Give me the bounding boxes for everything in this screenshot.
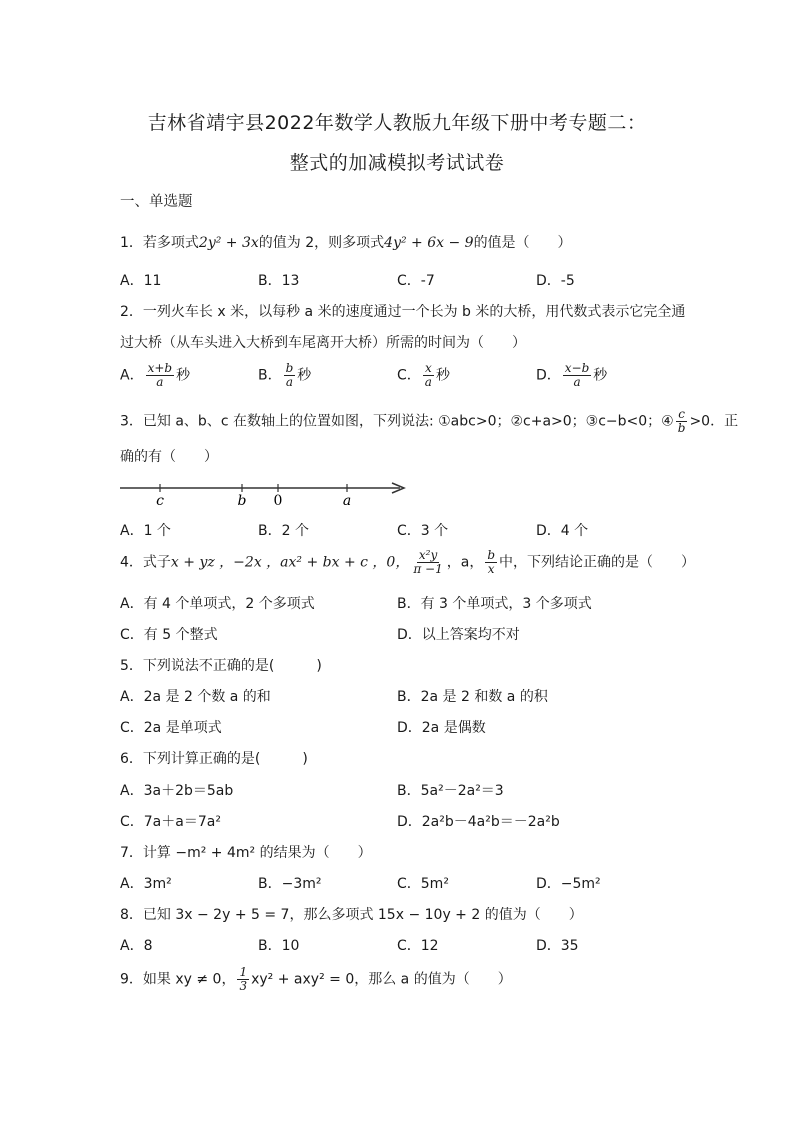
- q4-mid: ，a，: [446, 554, 484, 571]
- q2-c-fraction: $\frac{x}{a}$: [424, 361, 432, 389]
- q3-option-c[interactable]: C．3 个: [397, 523, 449, 539]
- q1-option-a[interactable]: A．11: [120, 273, 162, 289]
- q1-suffix: 的值是（ ）: [473, 235, 572, 251]
- title-line-2: 整式的加减模拟考试试卷: [289, 152, 505, 174]
- q4-items: x + yz ，−2x ，ax² + bx + c ，0，: [170, 554, 410, 571]
- q9-suffix: xy² + axy² = 0，那么 a 的值为（ ）: [251, 971, 512, 988]
- q1-mid: 的值为 2，则多项式: [258, 235, 385, 251]
- number-line: [118, 478, 410, 508]
- q2-d-fraction: $\frac{x-b}{a}$: [564, 361, 590, 389]
- q8-stem: 8．已知 3x − 2y + 5 = 7，那么多项式 15x − 10y + 2 的值为（ ）: [120, 907, 583, 923]
- q2-stem-line2: 过大桥（从车头进入大桥到车尾离开大桥）所需的时间为（ ）: [120, 335, 526, 351]
- q2-option-a[interactable]: [120, 362, 190, 389]
- q2-d-label: D．: [536, 367, 561, 384]
- q8-option-c[interactable]: C．12: [397, 938, 439, 954]
- q2-b-label: B．: [258, 367, 282, 384]
- q4-option-d[interactable]: D．以上答案均不对: [397, 627, 520, 643]
- label-c: c: [156, 493, 164, 508]
- q1-option-c[interactable]: C．-7: [397, 273, 435, 289]
- q9-stem: [120, 966, 512, 993]
- q2-b-unit: 秒: [297, 367, 312, 384]
- q2-a-fraction: $\frac{x+b}{a}$: [147, 361, 173, 389]
- q2-stem-line1: 2．一列火车长 x 米，以每秒 a 米的速度通过一个长为 b 米的大桥，用代数式表示它完全通: [120, 304, 686, 320]
- q2-b-fraction: $\frac{b}{a}$: [285, 361, 294, 389]
- q4-fraction-2: $\frac{b}{x}$: [487, 548, 496, 576]
- q8-option-a[interactable]: A．8: [120, 938, 153, 954]
- q4-prefix: 4．式子: [120, 554, 171, 571]
- q7-stem: 7．计算 −m² + 4m² 的结果为（ ）: [120, 845, 372, 861]
- q1-expr2: 4y² + 6x − 9: [384, 235, 474, 251]
- q6-option-c[interactable]: C．7a＋a＝7a²: [120, 814, 221, 830]
- q1-expr1: 2y² + 3x: [198, 235, 259, 251]
- q6-option-b[interactable]: B．5a²－2a²＝3: [397, 783, 504, 799]
- q3-stem-end: >0．正: [689, 413, 739, 430]
- title-line-1: 吉林省靖宇县2022年数学人教版九年级下册中考专题二：: [147, 112, 647, 134]
- q3-stem-line2: 确的有（ ）: [120, 449, 218, 465]
- q1-stem: [120, 232, 572, 252]
- q7-option-a[interactable]: A．3m²: [120, 876, 172, 892]
- q2-option-c[interactable]: [397, 362, 450, 389]
- q5-option-b[interactable]: B．2a 是 2 和数 a 的积: [397, 689, 548, 705]
- q6-option-d[interactable]: D．2a²b－4a²b＝－2a²b: [397, 814, 560, 830]
- q5-stem: 5．下列说法不正确的是( ): [120, 658, 322, 674]
- q3-option-d[interactable]: D．4 个: [536, 523, 589, 539]
- q1-option-b[interactable]: B．13: [258, 273, 300, 289]
- q2-a-unit: 秒: [176, 367, 191, 384]
- q6-stem: 6．下列计算正确的是( ): [120, 751, 308, 767]
- q5-option-a[interactable]: A．2a 是 2 个数 a 的和: [120, 689, 271, 705]
- q4-suffix: 中，下列结论正确的是（ ）: [499, 554, 696, 571]
- q7-option-d[interactable]: D．−5m²: [536, 876, 601, 892]
- q9-fraction: $\frac{1}{3}$: [239, 965, 248, 993]
- q4-fraction-1: $\frac{\text{x²y}}{\pi -1}$: [413, 548, 443, 576]
- q3-stem-text: 3．已知 a、b、c 在数轴上的位置如图，下列说法: ①abc>0；②c+a>0；③c−b<0；④: [120, 413, 674, 430]
- q3-option-a[interactable]: A．1 个: [120, 523, 171, 539]
- q4-stem: [120, 549, 695, 576]
- section-heading: 一、单选题: [120, 194, 193, 210]
- q9-prefix: 9．如果 xy ≠ 0，: [120, 971, 236, 988]
- q2-a-label: A．: [120, 367, 144, 384]
- q8-option-b[interactable]: B．10: [258, 938, 300, 954]
- q3-fraction: $\frac{c}{b}$: [677, 407, 686, 435]
- q5-option-d[interactable]: D．2a 是偶数: [397, 720, 486, 736]
- q4-option-a[interactable]: A．有 4 个单项式，2 个多项式: [120, 596, 315, 612]
- q3-option-b[interactable]: B．2 个: [258, 523, 309, 539]
- q2-c-label: C．: [397, 367, 421, 384]
- q7-option-b[interactable]: B．−3m²: [258, 876, 322, 892]
- q2-c-unit: 秒: [435, 367, 450, 384]
- q2-d-unit: 秒: [593, 367, 608, 384]
- label-b: b: [237, 493, 247, 508]
- q1-prefix: 1．若多项式: [120, 235, 199, 251]
- q3-stem-line1: [120, 408, 738, 435]
- q6-option-a[interactable]: A．3a＋2b＝5ab: [120, 783, 234, 799]
- label-0: 0: [273, 493, 283, 508]
- q5-option-c[interactable]: C．2a 是单项式: [120, 720, 222, 736]
- q8-option-d[interactable]: D．35: [536, 938, 579, 954]
- q2-option-d[interactable]: [536, 362, 607, 389]
- q4-option-b[interactable]: B．有 3 个单项式，3 个多项式: [397, 596, 592, 612]
- q7-option-c[interactable]: C．5m²: [397, 876, 449, 892]
- q2-option-b[interactable]: [258, 362, 311, 389]
- label-a: a: [342, 493, 352, 508]
- q4-option-c[interactable]: C．有 5 个整式: [120, 627, 218, 643]
- q1-option-d[interactable]: D．-5: [536, 273, 575, 289]
